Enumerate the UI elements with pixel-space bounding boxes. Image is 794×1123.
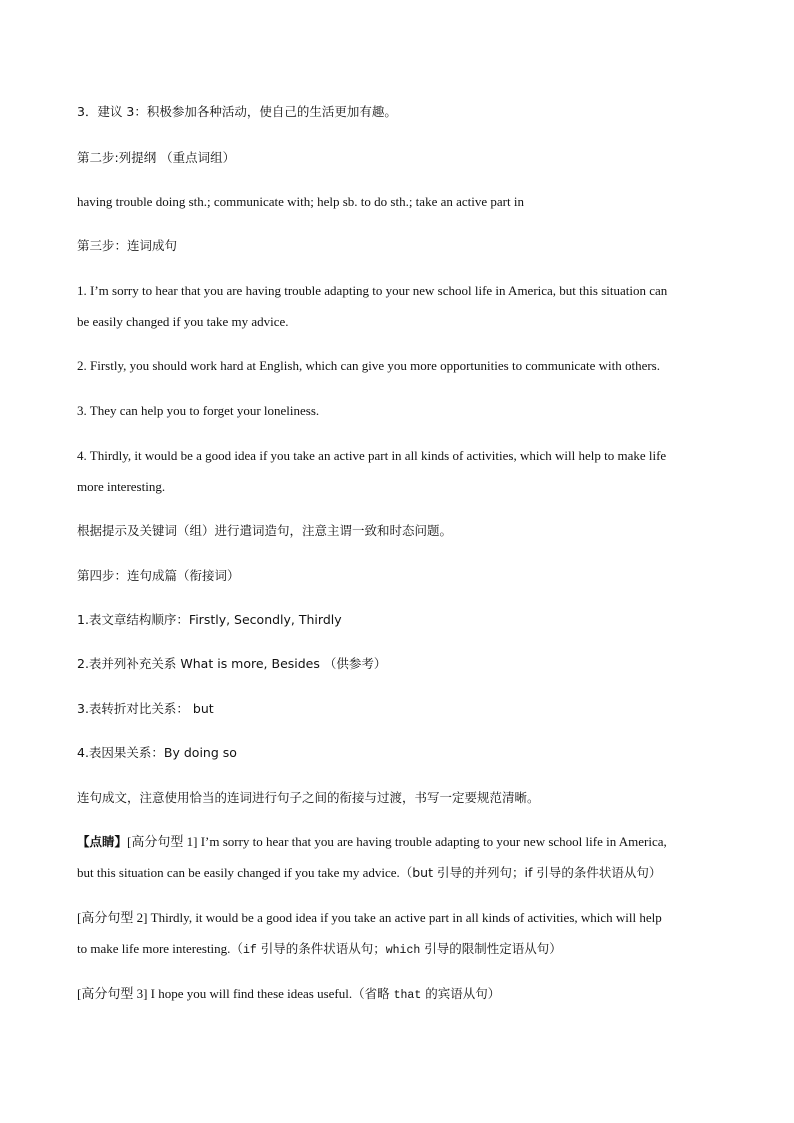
highlight-2-note-which: which <box>385 944 421 957</box>
connector-3: 3.表转折对比关系： but <box>77 701 214 716</box>
highlight-3-note-open: （省略 <box>352 986 394 1001</box>
highlight-2-note-open: （ <box>230 941 243 956</box>
connector-4: 4.表因果关系：By doing so <box>77 745 237 760</box>
key-phrases: having trouble doing sth.; communicate with; help sb. to do sth.; take an active part in <box>77 194 524 209</box>
sentence-4-line-2: more interesting. <box>77 479 166 494</box>
sentence-1-line-1: 1. I’m sorry to hear that you are having trouble adapting to your new school life in America, but this situation can <box>77 283 668 298</box>
highlight-tag: 【点睛】 <box>77 834 128 849</box>
sentence-2: 2. Firstly, you should work hard at English, which can give you more opportunities to communicate with others. <box>77 358 660 373</box>
highlight-2-text: Thirdly, it would be a good idea if you take an active part in all kinds of activities, which will help <box>147 910 662 925</box>
highlight-1-line-1 <box>77 834 667 850</box>
highlight-1-note: （but 引导的并列句；if 引导的条件状语从句） <box>399 865 662 880</box>
connector-1: 1.表文章结构顺序：Firstly, Secondly, Thirdly <box>77 612 342 627</box>
highlight-3-note-close: 的宾语从句） <box>421 986 501 1001</box>
highlight-1-text: I’m sorry to hear that you are having trouble adapting to your new school life in America, <box>197 834 667 849</box>
highlight-3-text: I hope you will find these ideas useful. <box>147 986 353 1001</box>
highlight-3 <box>77 986 500 1004</box>
highlight-2-note-mid: 引导的条件状语从句； <box>256 941 386 956</box>
highlight-2-note-if: if <box>242 944 257 957</box>
highlight-2-note-close: 引导的限制性定语从句） <box>420 941 562 956</box>
tip-sentence-building: 根据提示及关键词（组）进行遣词造句，注意主谓一致和时态问题。 <box>77 523 453 538</box>
sentence-3: 3. They can help you to forget your loneliness. <box>77 403 320 418</box>
sentence-1-line-2: be easily changed if you take my advice. <box>77 314 289 329</box>
highlight-2-line-2 <box>77 941 562 959</box>
connector-2: 2.表并列补充关系 What is more, Besides （供参考） <box>77 656 387 671</box>
highlight-1-label: [高分句型 1] <box>127 834 198 849</box>
highlight-3-note-that: that <box>393 989 422 1002</box>
sentence-4-line-1: 4. Thirdly, it would be a good idea if you take an active part in all kinds of activities, which will help to make life <box>77 448 667 463</box>
step-2-heading: 第二步:列提纲 （重点词组） <box>77 150 236 165</box>
highlight-2-label: [高分句型 2] <box>77 910 148 925</box>
suggestion-3: 3．建议 3：积极参加各种活动，使自己的生活更加有趣。 <box>77 104 397 119</box>
highlight-3-label: [高分句型 3] <box>77 986 148 1001</box>
step-4-heading: 第四步：连句成篇（衔接词） <box>77 568 240 583</box>
highlight-2-text-cont: to make life more interesting. <box>77 941 231 956</box>
tip-paragraph: 连句成文，注意使用恰当的连词进行句子之间的衔接与过渡，书写一定要规范清晰。 <box>77 790 540 805</box>
highlight-1-text-cont: but this situation can be easily changed if you take my advice. <box>77 865 400 880</box>
highlight-1-line-2 <box>77 865 661 881</box>
highlight-2-line-1 <box>77 910 662 926</box>
step-3-heading: 第三步：连词成句 <box>77 238 178 253</box>
